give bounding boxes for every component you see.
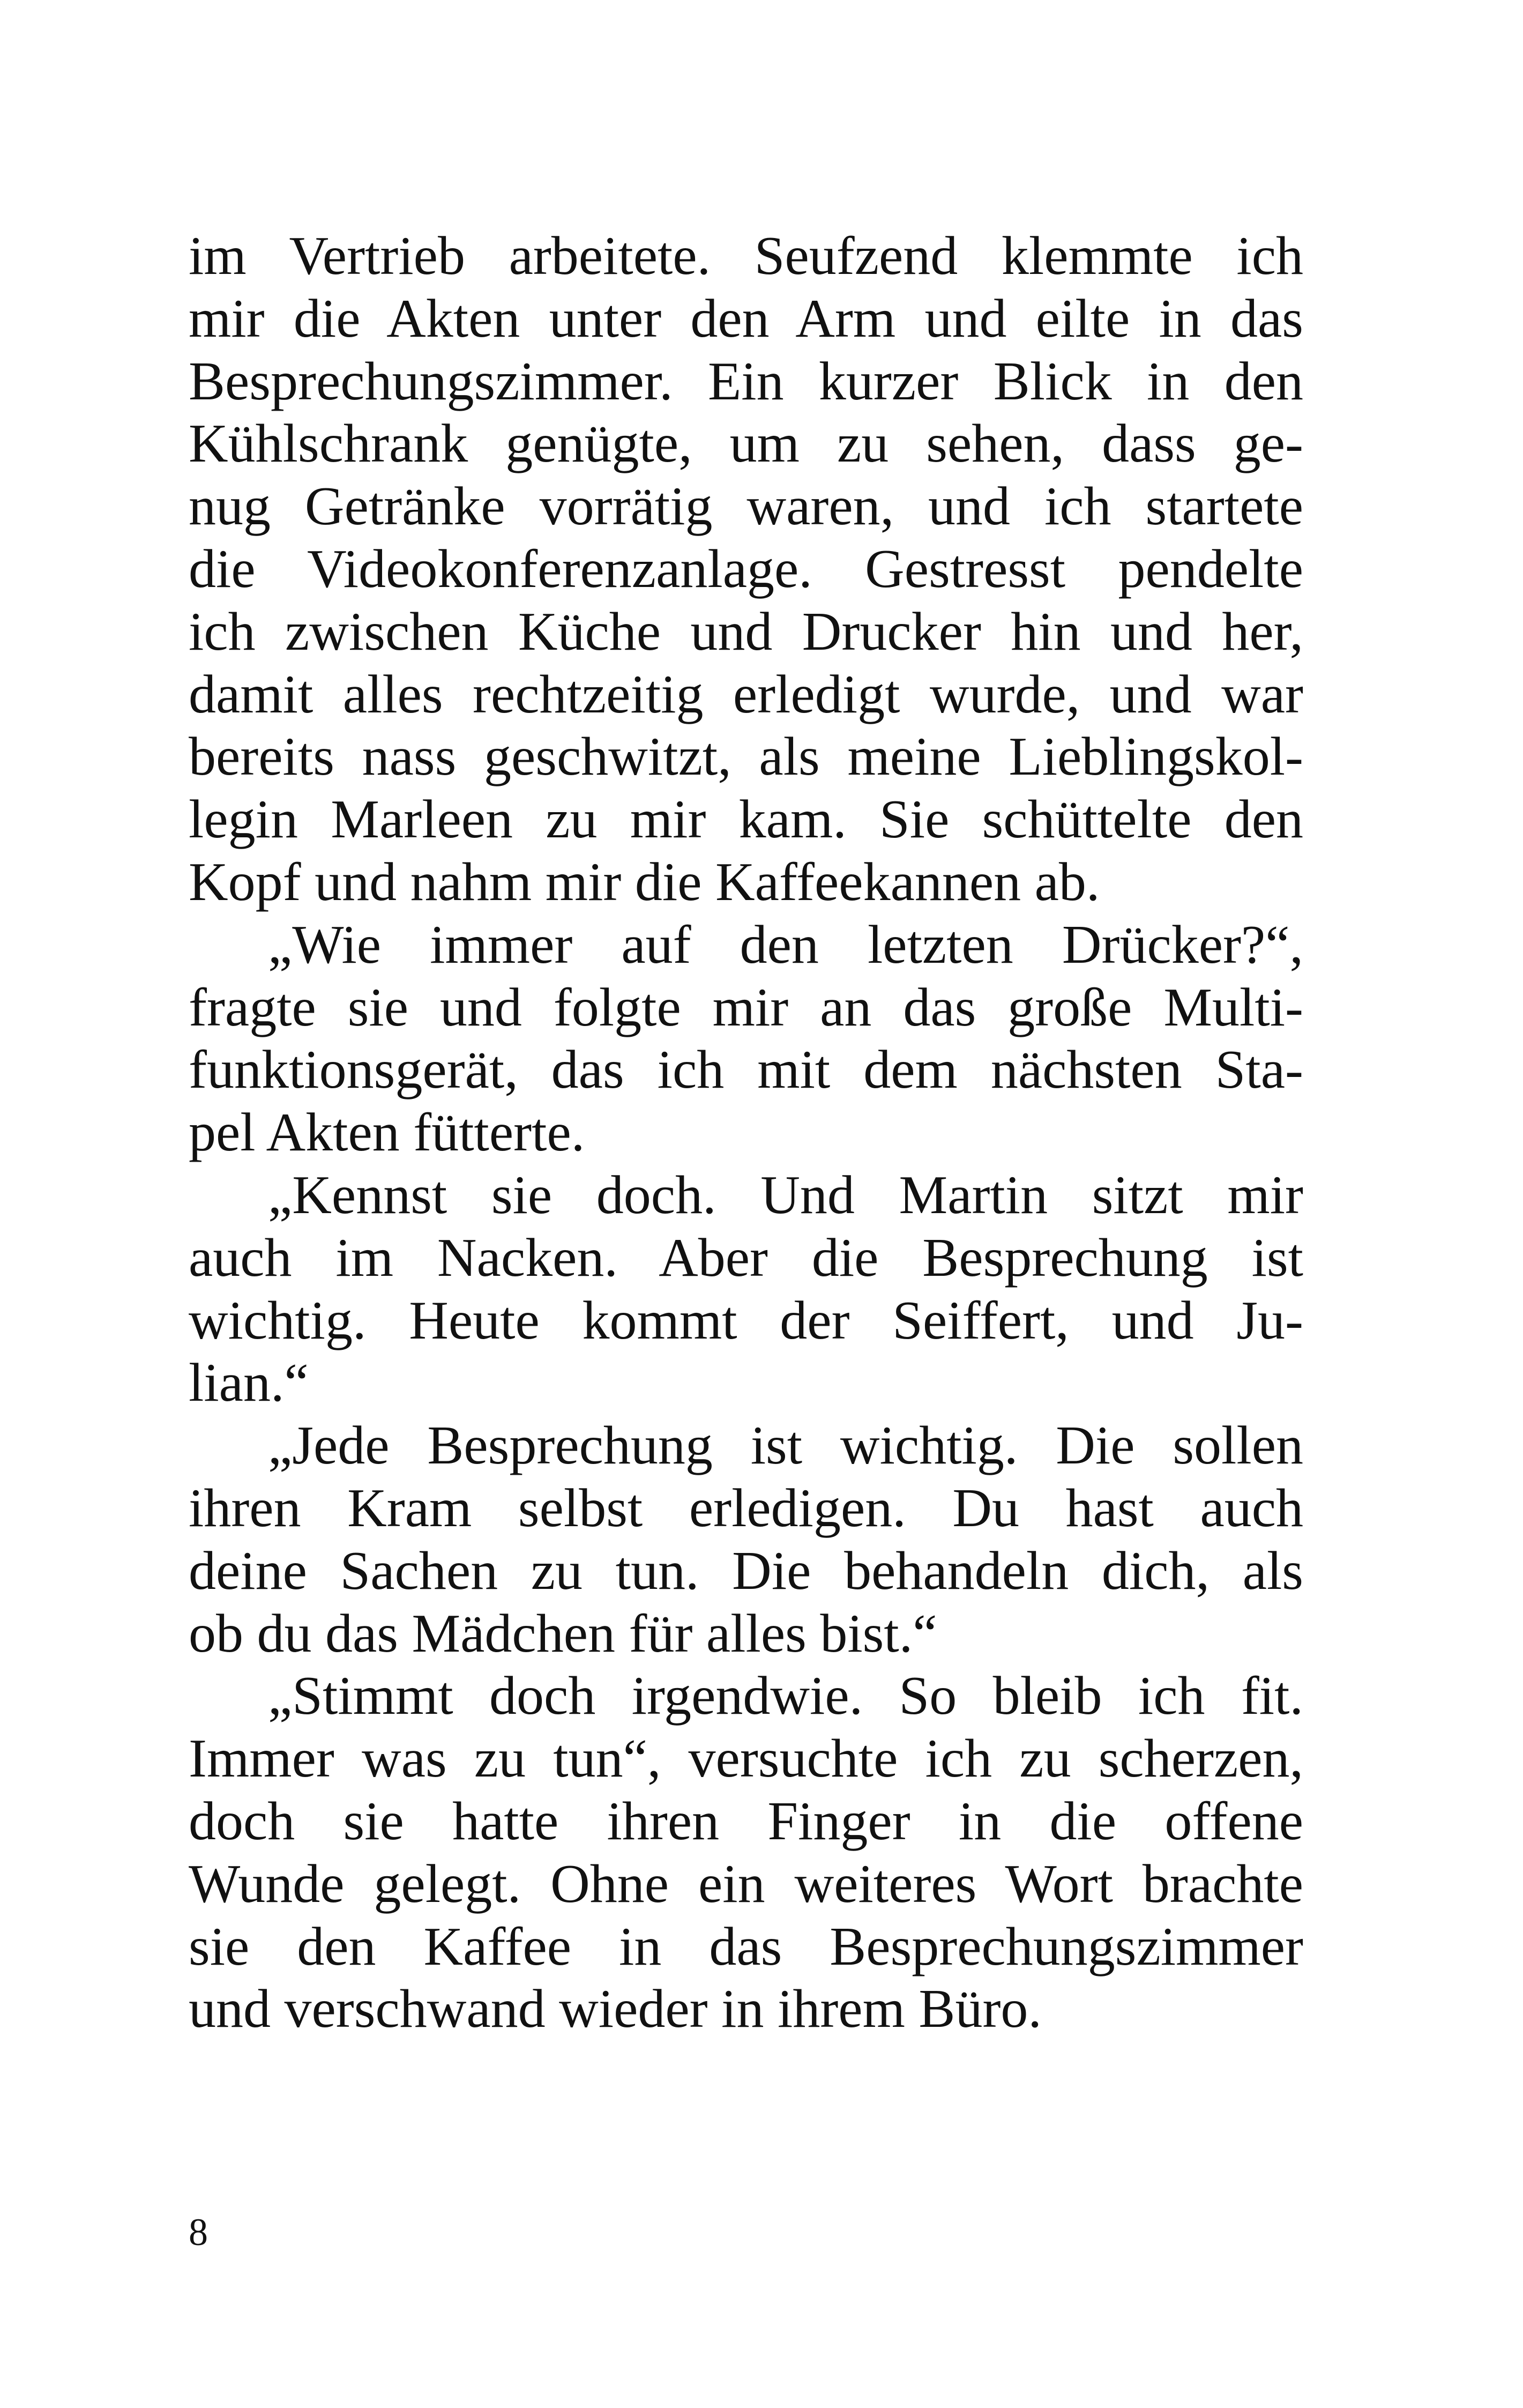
text-line: Besprechungszimmer. Ein kurzer Blick in den bbox=[189, 351, 1303, 412]
text-line: Kühlschrank genügte, um zu sehen, dass ge- bbox=[189, 413, 1303, 474]
text-line: deine Sachen zu tun. Die behandeln dich, als bbox=[189, 1540, 1303, 1601]
text-line: mir die Akten unter den Arm und eilte in das bbox=[189, 288, 1303, 349]
text-line: auch im Nacken. Aber die Besprechung ist bbox=[189, 1227, 1303, 1288]
text-line: im Vertrieb arbeitete. Seufzend klemmte ich bbox=[189, 226, 1303, 286]
text-line: ob du das Mädchen für alles bist.“ bbox=[189, 1603, 937, 1664]
text-line: sie den Kaffee in das Besprechungszimmer bbox=[189, 1916, 1303, 1977]
text-line: Immer was zu tun“, versuchte ich zu scherzen, bbox=[189, 1728, 1303, 1789]
text-line: „Stimmt doch irgendwie. So bleib ich fit. bbox=[268, 1666, 1303, 1727]
text-line: „Jede Besprechung ist wichtig. Die sollen bbox=[268, 1415, 1303, 1476]
text-line: fragte sie und folgte mir an das große Multi- bbox=[189, 977, 1303, 1038]
text-line: ihren Kram selbst erledigen. Du hast auch bbox=[189, 1477, 1303, 1539]
text-line: wichtig. Heute kommt der Seiffert, und Ju- bbox=[189, 1290, 1303, 1351]
text-line: „Wie immer auf den letzten Drücker?“, bbox=[268, 914, 1303, 975]
text-line: Wunde gelegt. Ohne ein weiteres Wort brachte bbox=[189, 1853, 1303, 1914]
text-line: die Videokonferenzanlage. Gestresst pendelte bbox=[189, 538, 1303, 599]
text-line: ich zwischen Küche und Drucker hin und her, bbox=[189, 601, 1303, 662]
text-line: doch sie hatte ihren Finger in die offene bbox=[189, 1790, 1303, 1852]
text-line: und verschwand wieder in ihrem Büro. bbox=[189, 1979, 1042, 2040]
text-line: lian.“ bbox=[189, 1352, 309, 1414]
text-line: legin Marleen zu mir kam. Sie schüttelte den bbox=[189, 789, 1303, 850]
text-line: pel Akten fütterte. bbox=[189, 1102, 585, 1163]
body-text bbox=[189, 225, 1303, 2041]
text-line: damit alles rechtzeitig erledigt wurde, und war bbox=[189, 664, 1303, 725]
page-number: 8 bbox=[189, 2211, 208, 2254]
text-line: „Kennst sie doch. Und Martin sitzt mir bbox=[268, 1164, 1303, 1225]
text-line: Kopf und nahm mir die Kaffeekannen ab. bbox=[189, 851, 1100, 912]
text-line: nug Getränke vorrätig waren, und ich startete bbox=[189, 476, 1303, 537]
text-line: bereits nass geschwitzt, als meine Lieblingskol- bbox=[189, 726, 1303, 787]
text-line: funktionsgerät, das ich mit dem nächsten Sta- bbox=[189, 1039, 1303, 1101]
